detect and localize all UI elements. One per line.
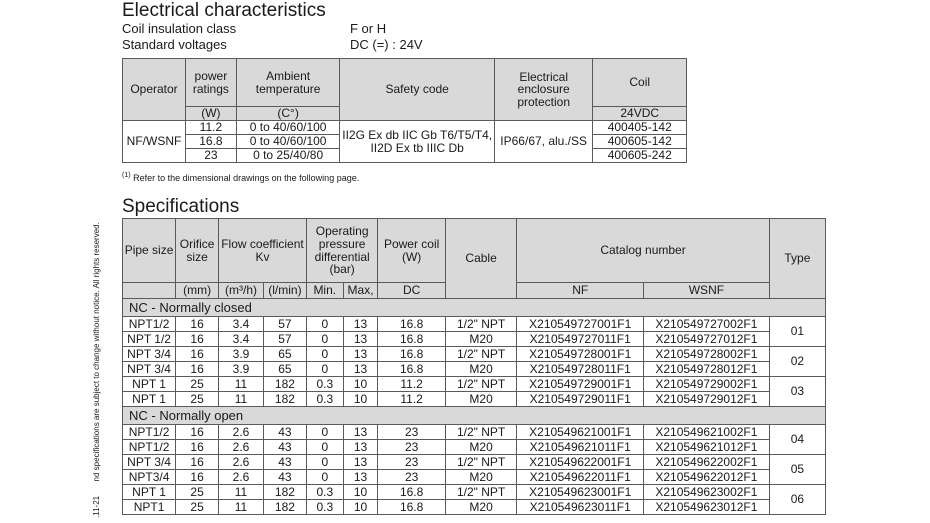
hdr-unit-min: Min. [306,283,343,299]
cell-orifice: 25 [176,392,219,407]
cell-pipe: NPT 1 [123,485,176,500]
enclosure-cell: IP66/67, alu./SS [494,121,593,163]
cell-nf: X210549621011F1 [517,440,644,455]
cell-pipe: NPT 3/4 [123,455,176,470]
hdr-unit-lmin: (l/min) [263,283,306,299]
hdr-power-coil: Power coil (W) [378,219,445,283]
section-title: NC - Normally closed [123,299,826,317]
cell-max: 13 [343,317,378,332]
hdr-type: Type [769,219,825,299]
hdr-operator: Operator [123,59,186,121]
elec-ambient: 0 to 40/60/100 [236,135,340,149]
hdr-unit-dc: DC [378,283,445,299]
table-row [123,500,826,515]
cell-cable: M20 [445,440,517,455]
cell-dc: 23 [378,425,445,440]
cell-lmin: 57 [263,317,306,332]
hdr-coil: Coil [593,59,687,107]
hdr-ambient-unit: (C°) [236,107,340,121]
cell-dc: 16.8 [378,362,445,377]
cell-cable: 1/2" NPT [445,425,517,440]
cell-lmin: 182 [263,392,306,407]
cell-orifice: 16 [176,425,219,440]
cell-pipe: NPT1/2 [123,317,176,332]
cell-lmin: 65 [263,362,306,377]
cell-max: 13 [343,347,378,362]
cell-kv: 3.4 [219,317,264,332]
cell-min: 0 [306,470,343,485]
cell-pipe: NPT3/4 [123,470,176,485]
elec-coil: 400405-142 [593,121,687,135]
table-row [123,317,826,332]
hdr-power-unit: (W) [186,107,237,121]
hdr-safety: Safety code [340,59,494,121]
cell-pipe: NPT 1/2 [123,332,176,347]
cell-cable: M20 [445,332,517,347]
cell-nf: X210549727011F1 [517,332,644,347]
cell-min: 0.3 [306,377,343,392]
cell-type: 05 [769,455,825,485]
cell-dc: 16.8 [378,347,445,362]
footnote-mark: (1) [122,172,131,179]
cell-pipe: NPT 1 [123,392,176,407]
cell-cable: 1/2" NPT [445,347,517,362]
cell-kv: 3.9 [219,362,264,377]
cell-max: 10 [343,392,378,407]
cell-nf: X210549622011F1 [517,470,644,485]
table-row [123,362,826,377]
cell-wsnf: X210549621002F1 [644,425,770,440]
cell-cable: M20 [445,392,517,407]
cell-pipe: NPT1/2 [123,440,176,455]
operator-cell: NF/WSNF [123,121,186,163]
cell-orifice: 25 [176,485,219,500]
cell-type: 04 [769,425,825,455]
hdr-coil-unit: 24VDC [593,107,687,121]
cell-dc: 16.8 [378,332,445,347]
hdr-unit-max: Max, [343,283,378,299]
cell-max: 10 [343,500,378,515]
hdr-unit-m3h: (m³/h) [219,283,264,299]
cell-wsnf: X210549728012F1 [644,362,770,377]
cell-type: 03 [769,377,825,407]
hdr-unit-nf: NF [517,283,644,299]
cell-orifice: 16 [176,347,219,362]
table-row [123,440,826,455]
hdr-unit-mm: (mm) [176,283,219,299]
cell-wsnf: X210549728002F1 [644,347,770,362]
cell-nf: X210549623001F1 [517,485,644,500]
cell-wsnf: X210549729002F1 [644,377,770,392]
cell-type: 02 [769,347,825,377]
cell-wsnf: X210549621012F1 [644,440,770,455]
cell-wsnf: X210549622002F1 [644,455,770,470]
cell-kv: 2.6 [219,425,264,440]
specs-table [122,218,826,515]
cell-min: 0 [306,347,343,362]
table-row [123,425,826,440]
cell-dc: 23 [378,470,445,485]
cell-nf: X210549621001F1 [517,425,644,440]
cell-min: 0 [306,362,343,377]
hdr-cable: Cable [445,219,517,299]
table-row [123,332,826,347]
footnote [122,172,359,183]
side-note-text: nd specifications are subject to change without notice. All rights reserved. [92,222,101,482]
cell-pipe: NPT1 [123,500,176,515]
cell-max: 13 [343,455,378,470]
side-note [92,222,101,518]
hdr-pipe: Pipe size [123,219,176,283]
cell-dc: 23 [378,440,445,455]
hdr-catalog: Catalog number [517,219,769,283]
table-row [123,347,826,362]
electrical-title: Electrical characteristics [122,0,326,21]
safety-code-cell: II2G Ex db IIC Gb T6/T5/T4, II2D Ex tb IIIC Db [340,121,494,163]
cell-dc: 23 [378,455,445,470]
cell-max: 13 [343,440,378,455]
cell-lmin: 182 [263,485,306,500]
cell-orifice: 16 [176,455,219,470]
cell-orifice: 16 [176,470,219,485]
cell-kv: 3.4 [219,332,264,347]
elec-coil: 400605-142 [593,135,687,149]
cell-cable: 1/2" NPT [445,317,517,332]
cell-max: 13 [343,470,378,485]
elec-ambient: 0 to 40/60/100 [236,121,340,135]
cell-max: 13 [343,425,378,440]
cell-pipe: NPT1/2 [123,425,176,440]
coil-class-label: Coil insulation class [122,21,237,36]
cell-orifice: 16 [176,332,219,347]
cell-orifice: 16 [176,317,219,332]
cell-orifice: 25 [176,500,219,515]
voltage-value: DC (=) : 24V [350,37,423,52]
hdr-ambient: Ambient temperature [236,59,340,107]
cell-min: 0.3 [306,392,343,407]
footnote-text: Refer to the dimensional drawings on the following page. [133,173,360,183]
cell-cable: M20 [445,500,517,515]
cell-dc: 11.2 [378,377,445,392]
section-title: NC - Normally open [123,407,826,425]
elec-coil: 400605-242 [593,149,687,163]
cell-kv: 3.9 [219,347,264,362]
cell-lmin: 57 [263,332,306,347]
cell-kv: 2.6 [219,470,264,485]
cell-lmin: 182 [263,377,306,392]
cell-min: 0.3 [306,485,343,500]
table-row [123,470,826,485]
page-code: .11-21 [92,495,101,518]
cell-orifice: 25 [176,377,219,392]
cell-lmin: 43 [263,440,306,455]
cell-min: 0 [306,317,343,332]
cell-lmin: 65 [263,347,306,362]
cell-cable: 1/2" NPT [445,377,517,392]
cell-nf: X210549729011F1 [517,392,644,407]
cell-min: 0 [306,455,343,470]
table-row [123,392,826,407]
cell-dc: 16.8 [378,500,445,515]
hdr-orifice: Orifice size [176,219,219,283]
cell-lmin: 43 [263,425,306,440]
coil-class-value: F or H [350,21,387,36]
cell-nf: X210549728001F1 [517,347,644,362]
cell-wsnf: X210549729012F1 [644,392,770,407]
cell-dc: 16.8 [378,317,445,332]
voltage-label: Standard voltages [122,37,227,52]
cell-cable: M20 [445,362,517,377]
hdr-enclosure: Electrical enclosure protection [494,59,593,121]
cell-cable: 1/2" NPT [445,485,517,500]
cell-pipe: NPT 1 [123,377,176,392]
cell-lmin: 43 [263,455,306,470]
section-header [123,299,826,317]
table-row [123,485,826,500]
cell-max: 10 [343,377,378,392]
cell-max: 10 [343,485,378,500]
cell-dc: 11.2 [378,392,445,407]
cell-min: 0 [306,425,343,440]
cell-cable: M20 [445,470,517,485]
table-row [123,455,826,470]
cell-max: 13 [343,332,378,347]
cell-dc: 16.8 [378,485,445,500]
elec-power: 23 [186,149,237,163]
cell-kv: 2.6 [219,440,264,455]
cell-kv: 11 [219,377,264,392]
cell-nf: X210549728011F1 [517,362,644,377]
hdr-unit-wsnf: WSNF [644,283,770,299]
elec-ambient: 0 to 25/40/80 [236,149,340,163]
cell-nf: X210549729001F1 [517,377,644,392]
cell-type: 01 [769,317,825,347]
cell-orifice: 16 [176,362,219,377]
cell-pipe: NPT 3/4 [123,362,176,377]
elec-power: 16.8 [186,135,237,149]
cell-nf: X210549727001F1 [517,317,644,332]
cell-type: 06 [769,485,825,515]
cell-nf: X210549623011F1 [517,500,644,515]
section-header [123,407,826,425]
cell-orifice: 16 [176,440,219,455]
cell-wsnf: X210549622012F1 [644,470,770,485]
specs-title: Specifications [122,196,240,217]
cell-wsnf: X210549623002F1 [644,485,770,500]
cell-lmin: 182 [263,500,306,515]
cell-lmin: 43 [263,470,306,485]
cell-kv: 2.6 [219,455,264,470]
cell-wsnf: X210549727012F1 [644,332,770,347]
cell-kv: 11 [219,500,264,515]
hdr-pipe-unit [123,283,176,299]
cell-kv: 11 [219,392,264,407]
cell-wsnf: X210549623012F1 [644,500,770,515]
table-row [123,377,826,392]
cell-min: 0 [306,332,343,347]
cell-kv: 11 [219,485,264,500]
hdr-flow: Flow coefficient Kv [219,219,307,283]
cell-nf: X210549622001F1 [517,455,644,470]
cell-pipe: NPT 3/4 [123,347,176,362]
cell-max: 13 [343,362,378,377]
cell-cable: 1/2" NPT [445,455,517,470]
cell-min: 0.3 [306,500,343,515]
electrical-table [122,58,687,163]
hdr-power: power ratings [186,59,237,107]
elec-power: 11.2 [186,121,237,135]
cell-min: 0 [306,440,343,455]
hdr-pressure: Operating pressure differential (bar) [306,219,378,283]
cell-wsnf: X210549727002F1 [644,317,770,332]
